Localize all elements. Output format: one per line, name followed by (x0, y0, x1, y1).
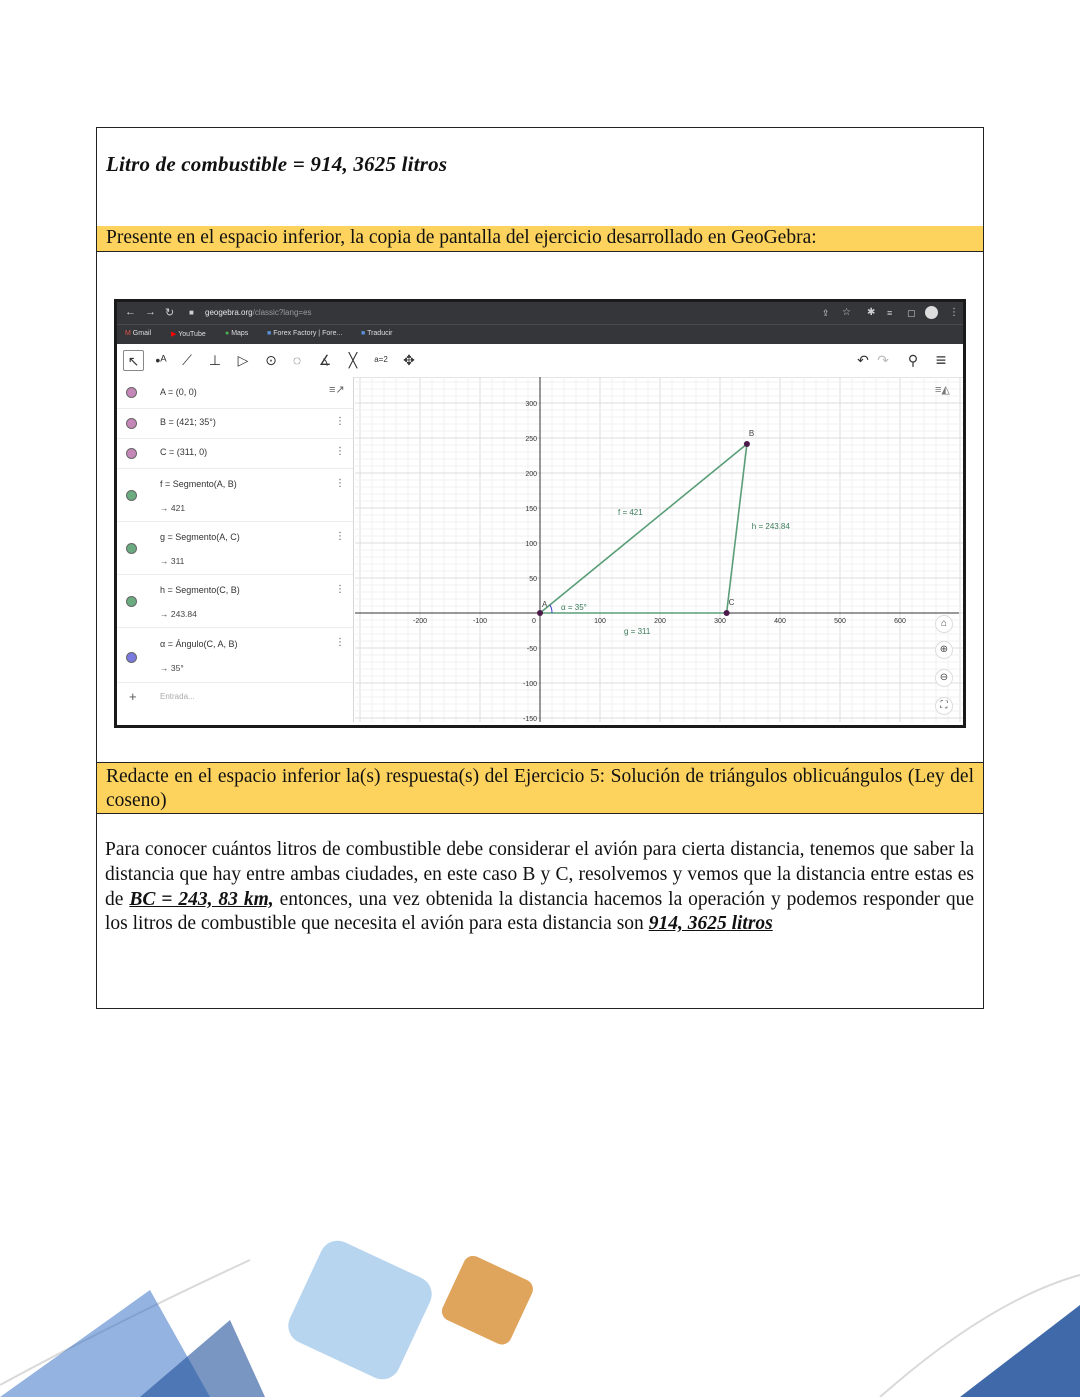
visibility-toggle-icon[interactable] (126, 652, 137, 663)
browser-address-bar (117, 302, 963, 324)
bookmark-label: Gmail (132, 330, 152, 337)
bookmark-traducir[interactable] (361, 330, 392, 337)
item-menu-icon[interactable]: ⋮ (335, 478, 345, 489)
graph-canvas[interactable] (355, 377, 963, 722)
deco-shape-left (0, 1290, 210, 1397)
algebra-definition: h = Segmento(C, B) (160, 585, 240, 595)
algebra-item-f[interactable] (117, 468, 353, 522)
algebra-item-B[interactable] (117, 408, 353, 439)
algebra-value: → 35° (160, 663, 184, 673)
deco-shape-left-2 (140, 1320, 265, 1397)
fuel-formula: Litro de combustible = 914, 3625 litros (106, 152, 448, 176)
x-tick-label: 300 (714, 618, 726, 625)
deco-shape-right (960, 1305, 1080, 1397)
point-B (744, 441, 750, 447)
label-g: g = 311 (624, 627, 651, 636)
line-tool-icon[interactable]: ⟋ (182, 352, 192, 368)
bookmark-label: YouTube (178, 331, 206, 338)
zoom-out-icon[interactable]: ⊖ (935, 669, 953, 687)
algebra-item-C[interactable] (117, 438, 353, 469)
url-path: /classic?lang=es (252, 308, 312, 317)
label-h: h = 243.84 (751, 522, 790, 531)
formula-row (97, 128, 983, 227)
bookmark-label: Forex Factory | Fore... (273, 330, 343, 337)
deco-line-right (880, 1275, 1080, 1397)
item-menu-icon[interactable]: ⋮ (335, 416, 345, 427)
liters-result: 914, 3625 litros (648, 913, 773, 935)
y-tick-label: -50 (526, 646, 537, 653)
star-icon[interactable]: ☆ (842, 307, 851, 318)
window-icon[interactable]: ▢ (907, 308, 916, 318)
x-tick-label: -200 (412, 618, 428, 625)
gmail-icon: M (125, 330, 131, 337)
visibility-toggle-icon[interactable] (126, 387, 137, 398)
ellipse-tool-icon[interactable]: ◌ (292, 352, 302, 368)
y-tick-label: 50 (529, 576, 537, 583)
hamburger-menu-icon[interactable]: ≡ (935, 350, 947, 370)
translate-icon: ■ (361, 330, 366, 337)
slider-tool-icon[interactable]: a=2 (374, 355, 388, 364)
point-label-B: B (748, 428, 755, 438)
y-tick-label: 250 (525, 436, 537, 443)
reload-icon[interactable]: ↻ (165, 307, 175, 319)
url-host: geogebra.org (205, 308, 253, 317)
point-tool-icon[interactable]: •ᴬ (155, 352, 167, 368)
point-label-A: A (542, 600, 548, 609)
add-icon[interactable]: + (129, 689, 137, 704)
grid (355, 377, 963, 722)
move-tool-icon[interactable]: ↖ (123, 350, 144, 371)
point-label-C: C (728, 598, 735, 607)
x-tick-label: 500 (834, 618, 846, 625)
algebra-input[interactable]: Entrada... (160, 692, 195, 701)
bookmarks-bar (117, 324, 963, 344)
bookmark-label: Maps (231, 330, 249, 337)
geogebra-screenshot (114, 299, 966, 728)
polygon-tool-icon[interactable]: ▷ (237, 352, 249, 368)
algebra-item-alpha[interactable] (117, 627, 353, 683)
maps-icon: ● (225, 330, 230, 337)
reflect-tool-icon[interactable]: ╳ (348, 352, 358, 368)
home-icon[interactable]: ⌂ (935, 615, 953, 633)
y-tick-label: 300 (525, 401, 537, 408)
algebra-definition: α = Ángulo(C, A, B) (160, 639, 238, 649)
bc-distance: BC = 243, 83 km, (129, 888, 274, 910)
share-icon[interactable]: ⇪ (822, 308, 830, 318)
algebra-item-g[interactable] (117, 521, 353, 575)
x-tick-label: 0 (532, 618, 536, 625)
geogebra-toolbar (117, 344, 963, 378)
forward-icon[interactable]: → (145, 306, 156, 318)
search-icon[interactable]: ⚲ (907, 352, 919, 368)
algebra-input-row[interactable] (117, 682, 353, 712)
angle-tool-icon[interactable]: ∡ (318, 352, 332, 368)
visibility-toggle-icon[interactable] (126, 543, 137, 554)
algebra-value: → 243.84 (160, 609, 197, 619)
deco-square-orange (439, 1253, 537, 1348)
graphics-style-icon[interactable]: ≡◭ (935, 384, 950, 396)
algebra-item-A[interactable] (117, 377, 353, 409)
circle-tool-icon[interactable]: ⊙ (265, 352, 277, 368)
back-icon[interactable]: ← (125, 306, 136, 318)
y-tick-label: 100 (525, 541, 537, 548)
item-menu-icon[interactable]: ⋮ (335, 531, 345, 542)
algebra-definition: f = Segmento(A, B) (160, 479, 237, 489)
undo-icon[interactable]: ↶ (857, 352, 869, 368)
x-tick-label: 600 (894, 618, 906, 625)
graphics-view[interactable] (355, 377, 963, 722)
item-menu-icon[interactable]: ⋮ (335, 637, 345, 648)
url-text[interactable] (205, 308, 312, 317)
algebra-definition: C = (311, 0) (160, 447, 208, 457)
move-view-tool-icon[interactable]: ✥ (403, 352, 415, 368)
menu-dots-icon[interactable]: ⋮ (949, 307, 959, 318)
section1-header: Presente en el espacio inferior, la copia de pantalla del ejercicio desarrollado en GeoGebra: (97, 226, 983, 252)
section2-header: Redacte en el espacio inferior la(s) respuesta(s) del Ejercicio 5: Solución de triángulos oblicuángulos (Ley del coseno) (97, 762, 983, 814)
visibility-toggle-icon[interactable] (126, 596, 137, 607)
redo-icon[interactable]: ↷ (877, 352, 889, 368)
answer-paragraph (105, 838, 974, 937)
algebra-item-h[interactable] (117, 574, 353, 628)
deco-square-blue (282, 1235, 437, 1385)
lock-icon: ■ (189, 308, 194, 317)
visibility-toggle-icon[interactable] (126, 448, 137, 459)
bookmark-gmail[interactable] (125, 330, 151, 337)
x-tick-label: 400 (774, 618, 786, 625)
triangle (537, 429, 790, 636)
segment-f (540, 444, 747, 613)
algebra-value: → 421 (160, 503, 186, 513)
perpendicular-tool-icon[interactable]: ⊥ (208, 352, 222, 368)
item-menu-icon[interactable]: ⋮ (335, 584, 345, 595)
bookmark-maps[interactable] (225, 330, 248, 337)
visibility-toggle-icon[interactable] (126, 490, 137, 501)
algebra-definition: A = (0, 0) (160, 387, 197, 397)
point-C (724, 610, 730, 616)
bookmark-forex[interactable] (267, 330, 342, 337)
visibility-toggle-icon[interactable] (126, 418, 137, 429)
fullscreen-icon[interactable]: ⛶ (935, 697, 953, 715)
avatar[interactable] (925, 306, 938, 319)
bookmark-label: Traducir (367, 330, 393, 337)
y-tick-label: 150 (525, 506, 537, 513)
tick-labels (413, 401, 906, 722)
algebra-definition: g = Segmento(A, C) (160, 532, 240, 542)
y-tick-label: -100 (522, 681, 537, 688)
extension-icon[interactable]: ✱ (867, 307, 876, 318)
answer-text-1: Para conocer cuántos litros de combustible debe considerar el avión para cierta distancia, tenemos que saber la distancia que hay entre ambas ciudades, en este caso B y C, resolvemos y vemos que la distancia entre estas es de (105, 839, 974, 910)
x-tick-label: -100 (472, 618, 488, 625)
playlist-icon[interactable]: ≡ (887, 308, 893, 318)
algebra-sort-icon[interactable]: ≡↗ (329, 384, 345, 396)
forex-icon: ■ (267, 330, 272, 337)
answer-text-2: entonces, una vez obtenida la distancia hacemos la operación y podemos responder que los litros de combustible que necesita el avión para esta distancia son (105, 888, 975, 935)
y-tick-label: 200 (525, 471, 537, 478)
x-tick-label: 100 (594, 618, 606, 625)
algebra-view (117, 377, 354, 722)
algebra-value: → 311 (160, 556, 185, 566)
bookmark-youtube[interactable] (171, 330, 206, 338)
algebra-definition: B = (421; 35°) (160, 417, 216, 427)
item-menu-icon[interactable]: ⋮ (335, 446, 345, 457)
x-tick-label: 200 (654, 618, 666, 625)
label-alpha: α = 35° (561, 603, 587, 613)
deco-line-left (0, 1260, 250, 1385)
y-tick-label: -150 (522, 716, 537, 722)
zoom-in-icon[interactable]: ⊕ (935, 641, 953, 659)
label-f: f = 421 (618, 508, 643, 517)
youtube-icon: ▶ (171, 331, 177, 338)
point-A (537, 610, 543, 616)
